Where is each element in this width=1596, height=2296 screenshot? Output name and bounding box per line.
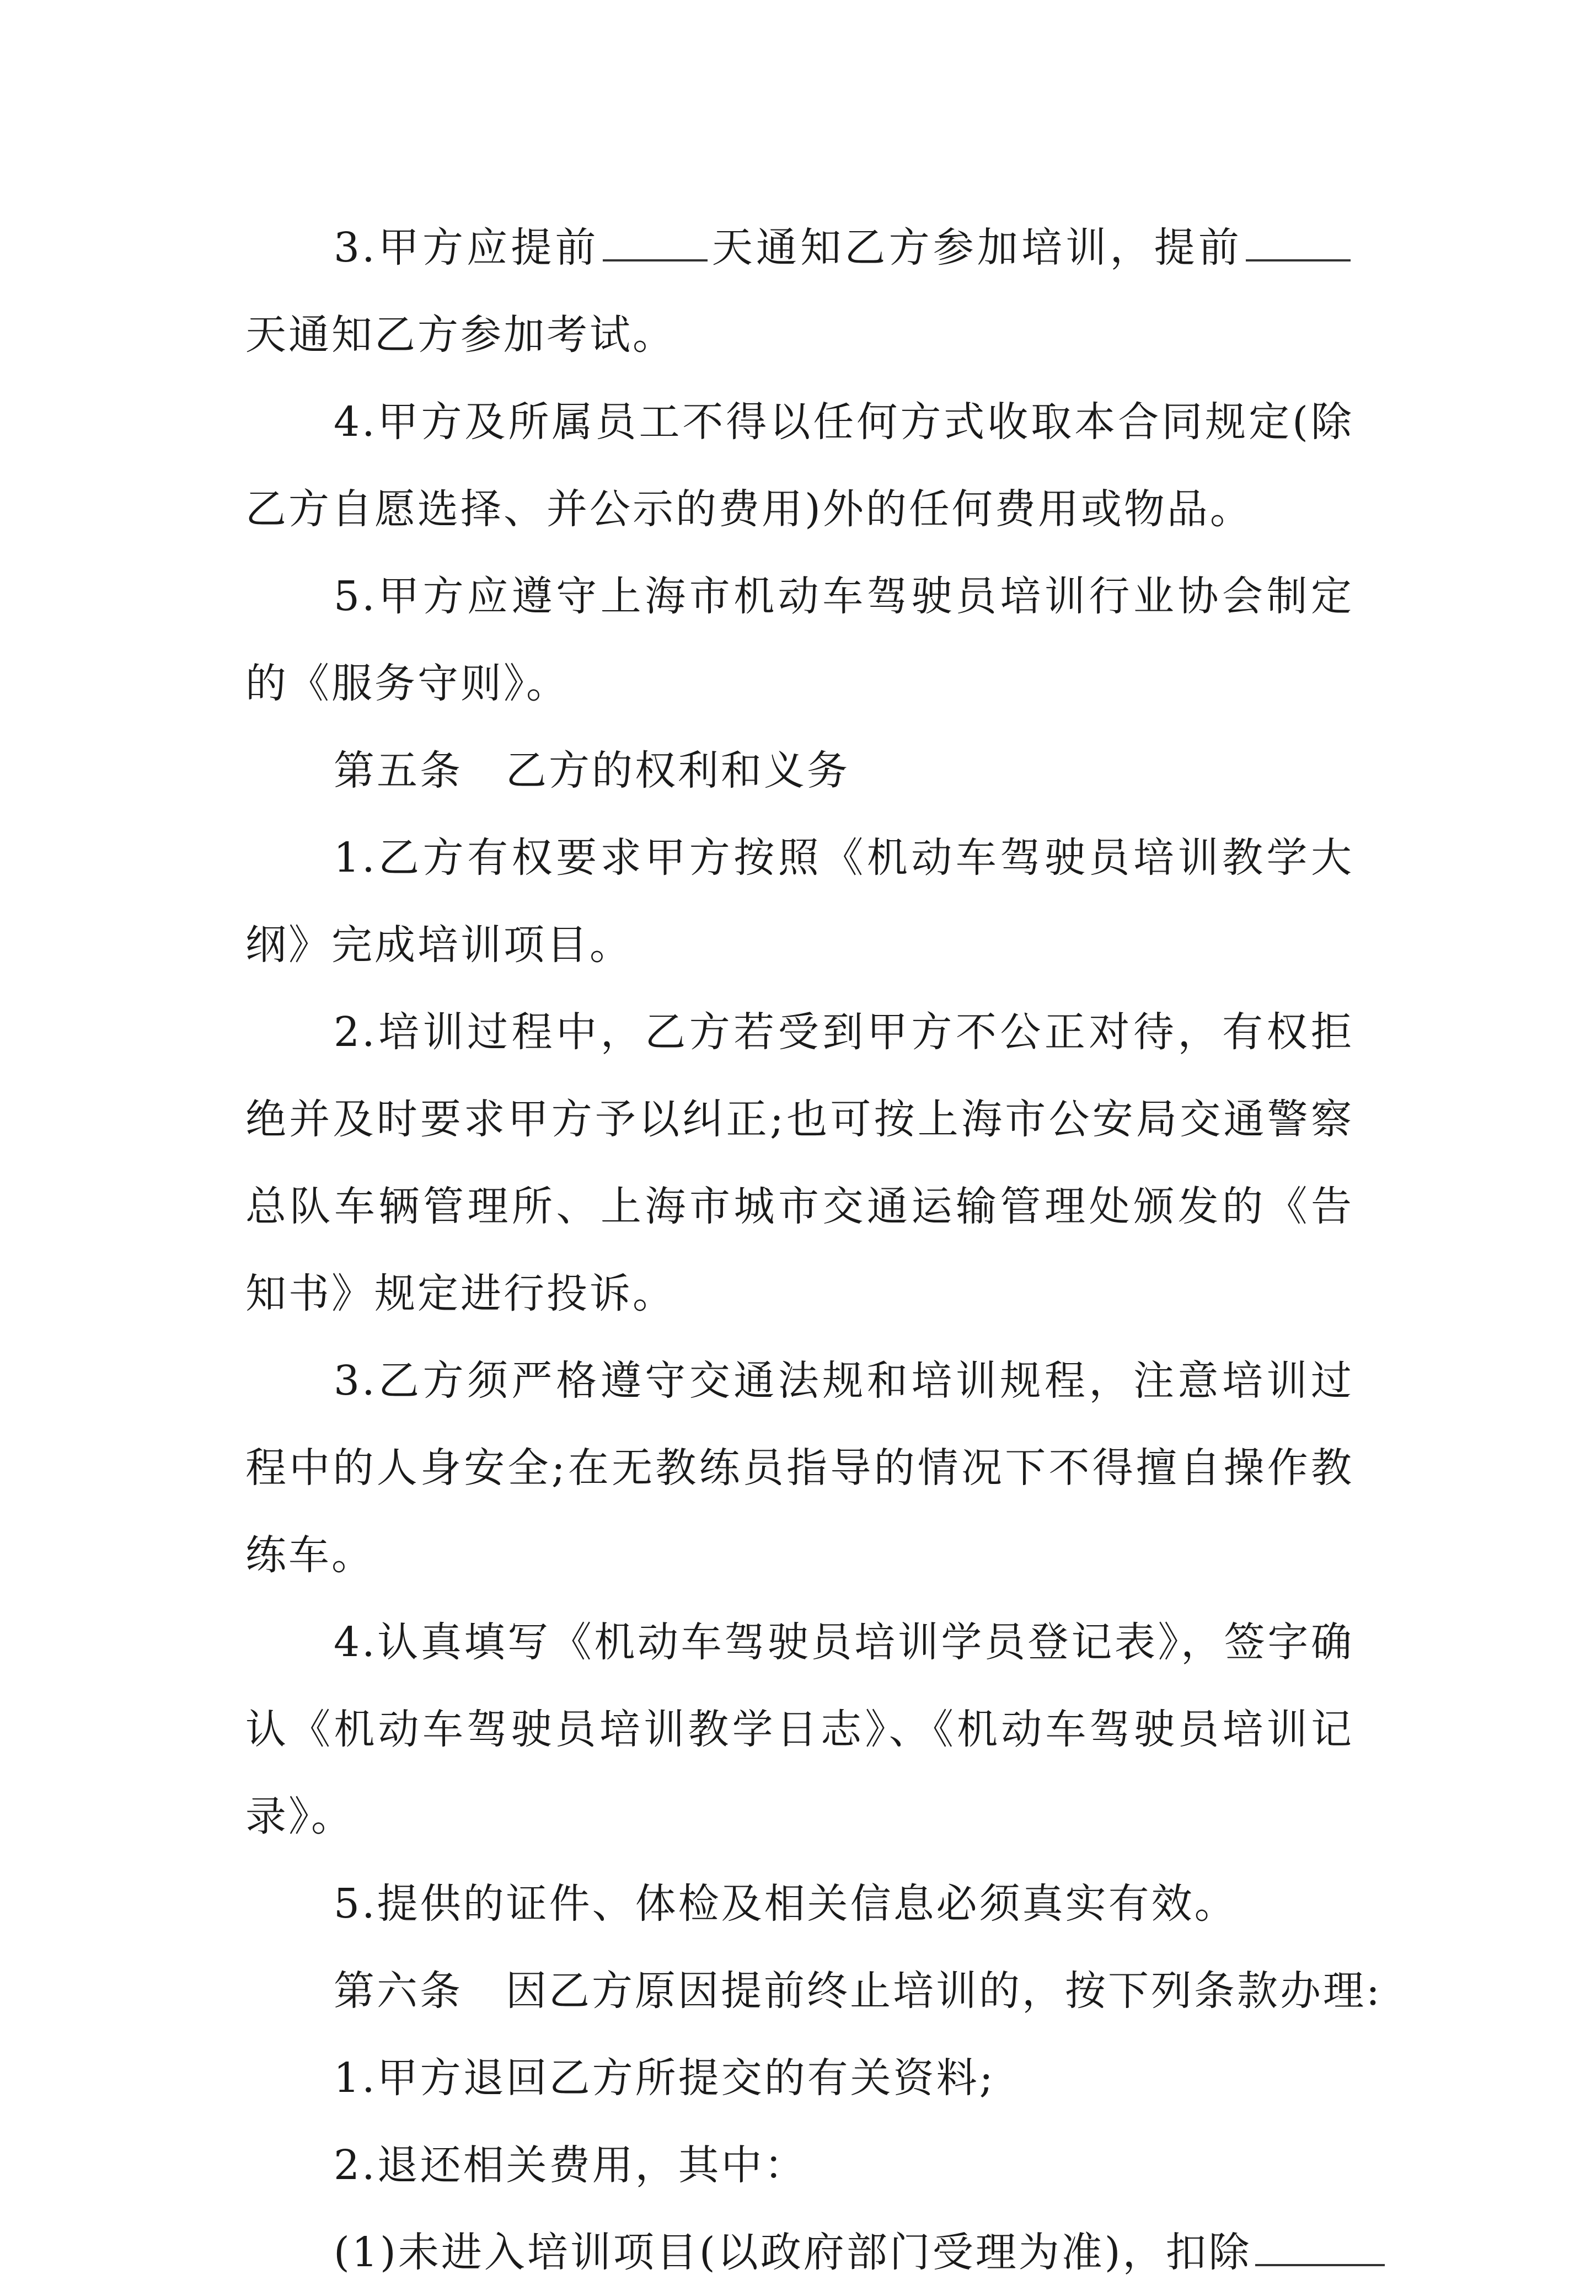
paragraph-deduction bbox=[245, 2209, 1354, 2296]
paragraph-teaching-outline: 1.乙方有权要求甲方按照《机动车驾驶员培训教学大纲》完成培训项目。 bbox=[245, 834, 1354, 969]
document-page bbox=[245, 204, 1382, 2296]
paragraph-text: 天通知乙方参加考试。 bbox=[245, 311, 676, 359]
fill-in-blank bbox=[1246, 237, 1351, 261]
article-6-heading: 第六条 因乙方原因提前终止培训的，按下列条款办理: bbox=[334, 1967, 1382, 2015]
paragraph-text: (1)未进入培训项目(以政府部门受理为准)，扣除 bbox=[334, 2229, 1252, 2276]
fill-in-blank bbox=[603, 237, 708, 261]
paragraph-notice-days bbox=[245, 204, 1354, 378]
paragraph-registration-forms: 4.认真填写《机动车驾驶员培训学员登记表》，签字确认《机动车驾驶员培训教学日志》、《机动车驾驶员培训记录》。 bbox=[245, 1619, 1354, 1840]
paragraph-refund-fees: 2.退还相关费用，其中： bbox=[334, 2142, 807, 2189]
paragraph-valid-documents: 5.提供的证件、体检及相关信息必须真实有效。 bbox=[334, 1880, 1238, 1927]
article-5-heading: 第五条 乙方的权利和义务 bbox=[334, 747, 850, 794]
paragraph-text: 3.甲方应提前 bbox=[334, 224, 599, 271]
paragraph-text: 天通知乙方参加培训，提前 bbox=[710, 224, 1243, 271]
paragraph-complaint-rights: 2.培训过程中，乙方若受到甲方不公正对待，有权拒绝并及时要求甲方予以纠正;也可按上海市公安局交通警察总队车辆管理所、上海市城市交通运输管理处颁发的《告知书》规定进行投诉。 bbox=[245, 1008, 1354, 1317]
paragraph-service-rules: 5.甲方应遵守上海市机动车驾驶员培训行业协会制定的《服务守则》。 bbox=[245, 573, 1354, 707]
fill-in-blank bbox=[1255, 2242, 1385, 2266]
paragraph-safety: 3.乙方须严格遵守交通法规和培训规程，注意培训过程中的人身安全;在无教练员指导的情况下不得擅自操作教练车。 bbox=[245, 1357, 1354, 1579]
paragraph-return-materials: 1.甲方退回乙方所提交的有关资料; bbox=[334, 2054, 995, 2102]
paragraph-no-extra-fees: 4.甲方及所属员工不得以任何方式收取本合同规定(除乙方自愿选择、并公示的费用)外的任何费用或物品。 bbox=[245, 398, 1354, 533]
